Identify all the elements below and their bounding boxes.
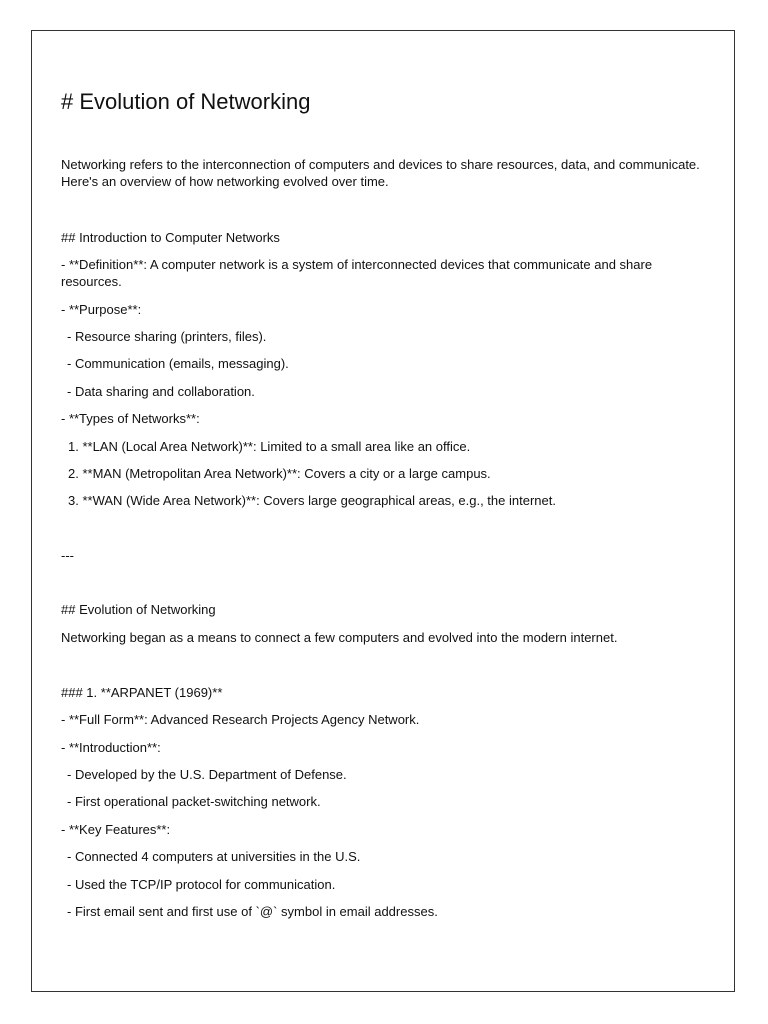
types-item: 3. **WAN (Wide Area Network)**: Covers large geographical areas, e.g., the internet.	[68, 493, 556, 508]
purpose-item: - Communication (emails, messaging).	[67, 356, 289, 371]
evolution-paragraph: Networking began as a means to connect a few computers and evolved into the modern internet.	[61, 630, 618, 645]
section-heading-introduction: ## Introduction to Computer Networks	[61, 230, 280, 245]
purpose-item: - Data sharing and collaboration.	[67, 384, 255, 399]
introduction-item: - Developed by the U.S. Department of Defense.	[67, 767, 347, 782]
key-feature-item: - First email sent and first use of `@` symbol in email addresses.	[67, 904, 438, 919]
key-feature-item: - Used the TCP/IP protocol for communication.	[67, 877, 336, 892]
full-form-item: - **Full Form**: Advanced Research Projects Agency Network.	[61, 712, 420, 727]
key-feature-item: - Connected 4 computers at universities in the U.S.	[67, 849, 361, 864]
types-item: 1. **LAN (Local Area Network)**: Limited to a small area like an office.	[68, 439, 471, 454]
introduction-label: - **Introduction**:	[61, 740, 161, 755]
introduction-item: - First operational packet-switching network.	[67, 794, 321, 809]
separator: ---	[61, 548, 74, 563]
definition-item: - **Definition**: A computer network is a system of interconnected devices that communicate and share resources.	[61, 257, 653, 289]
document-title: # Evolution of Networking	[61, 89, 311, 114]
purpose-item: - Resource sharing (printers, files).	[67, 329, 267, 344]
section-heading-evolution: ## Evolution of Networking	[61, 602, 216, 617]
intro-paragraph: Networking refers to the interconnection of computers and devices to share resources, data, and communicate. Here's an overview of how networking evolved over time.	[61, 157, 700, 189]
key-features-label: - **Key Features**:	[61, 822, 171, 837]
types-label: - **Types of Networks**:	[61, 411, 200, 426]
types-item: 2. **MAN (Metropolitan Area Network)**: Covers a city or a large campus.	[68, 466, 491, 481]
purpose-label: - **Purpose**:	[61, 302, 142, 317]
section-heading-arpanet: ### 1. **ARPANET (1969)**	[61, 685, 223, 700]
